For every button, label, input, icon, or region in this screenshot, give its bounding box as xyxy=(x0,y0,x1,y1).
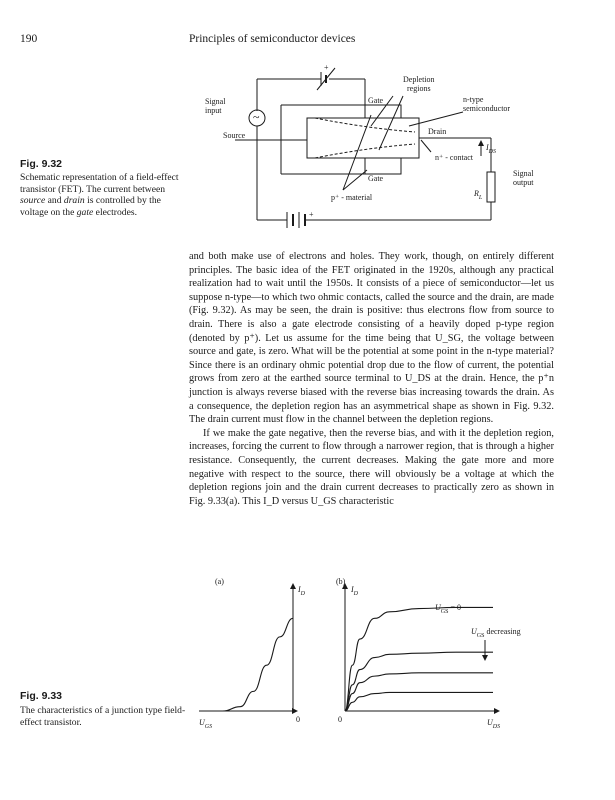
ugs-symbol: U xyxy=(435,603,441,612)
signal-output-label: Signal xyxy=(513,169,534,178)
gate-bottom-label: Gate xyxy=(368,174,384,183)
ntype-label: semiconductor xyxy=(463,104,511,113)
panel-b-ylabel xyxy=(350,585,359,597)
depletion-bottom xyxy=(315,144,415,158)
signal-input-label: input xyxy=(205,106,222,115)
panel-b-curve-3 xyxy=(345,692,493,711)
ntype-pointer xyxy=(409,112,463,126)
ugs-symbol: U xyxy=(471,627,477,636)
plus-top: + xyxy=(324,63,329,72)
ugs-value: = 0 xyxy=(448,603,461,612)
p-material-label: p⁺ - material xyxy=(331,193,373,202)
body-text xyxy=(189,250,554,508)
fet-schematic xyxy=(195,60,565,235)
panel-b-ylabel-sub: D xyxy=(353,591,359,597)
ugs-subscript: GS xyxy=(440,609,449,615)
ac-symbol: ~ xyxy=(253,110,260,124)
panel-a-xlabel xyxy=(199,718,212,730)
panel-b-xlabel-symbol: U xyxy=(487,718,493,727)
caption-part: electrodes. xyxy=(93,206,137,218)
rl-subscript: L xyxy=(478,195,483,201)
caption-part: is controlled by the voltage on the xyxy=(20,195,161,218)
depletion-label: regions xyxy=(407,84,431,93)
panel-a-curve xyxy=(205,618,293,711)
ugs-decreasing-label xyxy=(471,627,521,639)
panel-b-curves xyxy=(345,607,493,711)
running-title: Principles of semiconductor devices xyxy=(189,33,356,45)
ids-symbol: I xyxy=(486,143,489,152)
panel-b-xlabel xyxy=(487,718,500,730)
panel-b-ylabel-symbol: I xyxy=(351,585,354,594)
panel-a-ylabel-symbol: I xyxy=(298,585,301,594)
drain-label: Drain xyxy=(428,127,447,136)
n-contact-pointer xyxy=(421,140,431,152)
caption-part: Schematic representation of a field-effect transistor (FET). The current between xyxy=(20,172,179,195)
semiconductor-body xyxy=(307,118,419,158)
signal-output-label: output xyxy=(513,178,534,187)
decreasing-text: decreasing xyxy=(484,627,521,636)
fig-9-33-label: Fig. 9.33 xyxy=(20,690,63,702)
panel-b-origin: 0 xyxy=(338,715,342,724)
ids-arrowhead xyxy=(478,140,484,146)
rl-label xyxy=(473,189,483,201)
panel-a-ylabel-sub: D xyxy=(300,591,306,597)
fig-9-33-caption: The characteristics of a junction type field-effect transistor. xyxy=(20,705,186,728)
depletion-label: Depletion xyxy=(403,75,435,84)
fig-9-32-label: Fig. 9.32 xyxy=(20,158,63,170)
panel-b-curve-1 xyxy=(345,652,493,711)
panel-a-tag: (a) xyxy=(215,577,224,586)
panel-b-xlabel-sub: DS xyxy=(492,724,501,730)
ntype-label: n-type xyxy=(463,95,484,104)
body-paragraph: If we make the gate negative, then the reverse bias, and with it the depletion region, increases, forcing the current to flow through a narrower region, that is through a higher resistance. Consequently, the current decreases. Making the gate more and more negative with respect to the source, there will obviously be a voltage at which the depletion regions join and the drain current decreases to practically zero as shown in Fig. 9.33(a). This I_D versus U_GS characteristic xyxy=(189,427,554,507)
gate-top-label: Gate xyxy=(368,96,384,105)
caption-term-drain: drain xyxy=(63,195,85,206)
panel-a-origin: 0 xyxy=(296,715,300,724)
fig-9-33-charts xyxy=(195,572,565,742)
load-resistor xyxy=(487,172,495,202)
fig-9-32-caption xyxy=(20,172,190,218)
caption-term-source: source xyxy=(20,195,46,206)
page-number: 190 xyxy=(20,33,38,45)
panel-b-tag: (b) xyxy=(336,577,346,586)
rl-symbol: R xyxy=(474,189,479,198)
panel-a-xlabel-symbol: U xyxy=(199,718,205,727)
signal-input-label: Signal xyxy=(205,97,226,106)
caption-part: and xyxy=(45,195,64,206)
caption-term-gate: gate xyxy=(76,206,94,218)
panel-a-ylabel xyxy=(297,585,306,597)
panel-a-xlabel-sub: GS xyxy=(204,724,213,730)
ids-subscript: DS xyxy=(488,149,497,155)
n-contact-label: n⁺ - contact xyxy=(435,153,473,162)
source-label: Source xyxy=(223,131,246,140)
gate-bottom-region xyxy=(365,158,401,174)
ugs-zero-label xyxy=(435,603,461,615)
body-paragraph: and both make use of electrons and holes. They work, though, on entirely different principles. The basic idea of the FET originated in the 1920s, although any practical realization had to wait until the 1950s. It consists of a piece of semiconductor—let us suppose n-type—to which two ohmic contacts, called the source and the drain, are made (Fig. 9.32). As may be seen, the drain is positive: thus electrons flow from source to drain. There is also a gate electrode consisting of a heavily doped p-type region (denoted by p⁺). Let us assume for the time being that U_SG, the voltage between source and gate, is zero. What will be the potential at some point in the n-type material? Since there is an ordinary ohmic potential drop due to the flow of current, the potential grows from zero at the earthed source terminal to U_DS at the drain. Hence, the p⁺n junction is always reverse biased with the reverse bias increasing towards the drain. As a consequence, the depletion region has an asymmetrical shape as shown in Fig. 9.32. The drain current must flow in the channel between the depletion regions. xyxy=(189,251,554,426)
plus-bottom: + xyxy=(309,210,314,219)
ugs-subscript: GS xyxy=(476,633,485,639)
